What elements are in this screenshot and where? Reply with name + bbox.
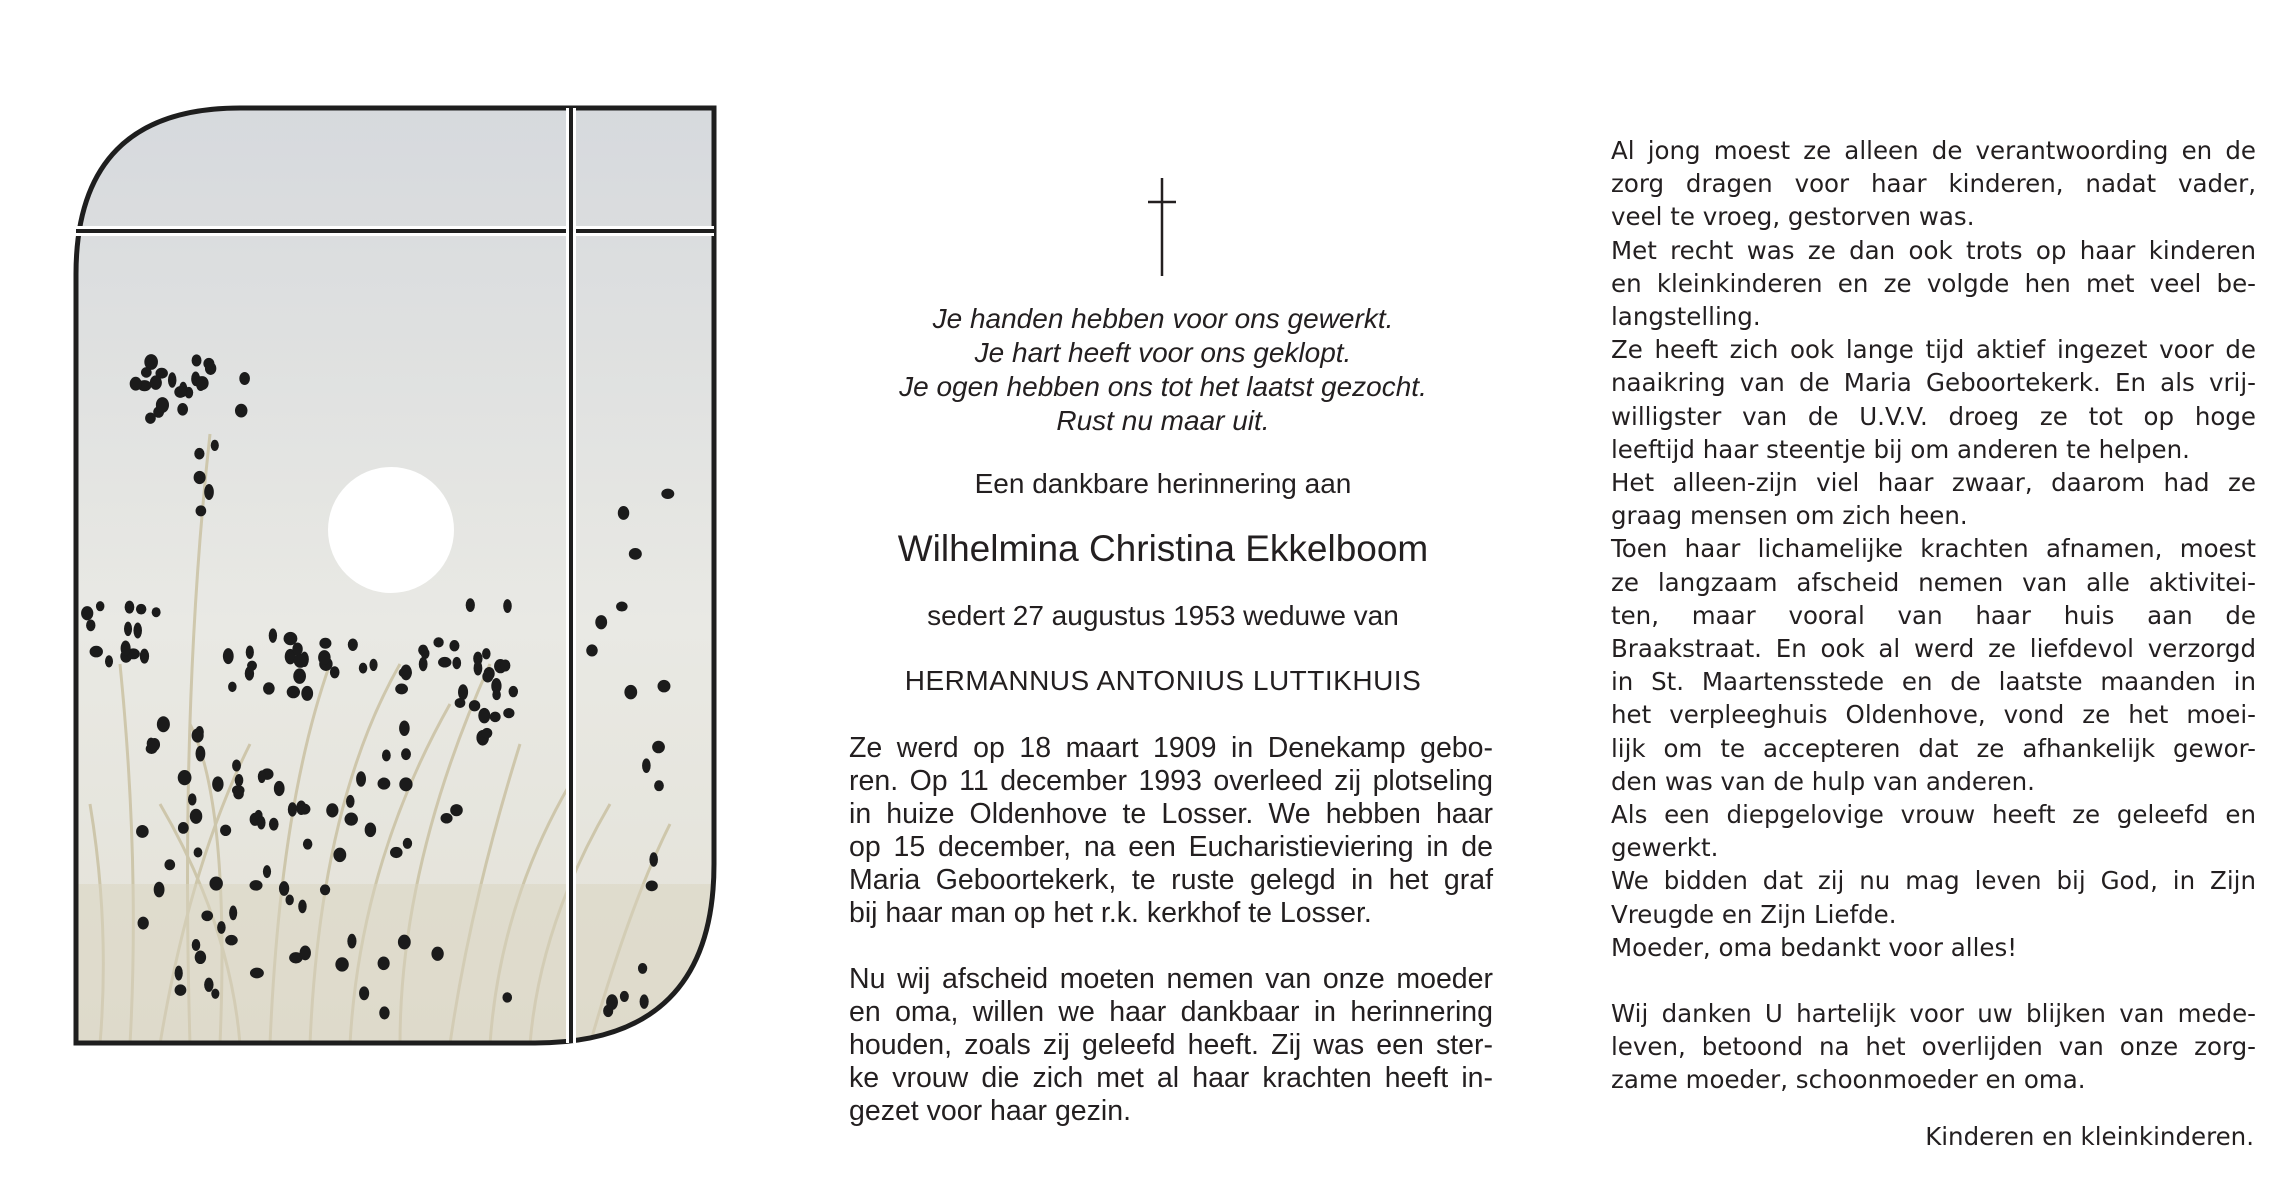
sun [328,467,454,593]
flower-dot [232,785,245,795]
flower-dot [150,375,162,389]
paragraph [1611,864,2256,930]
text-line: leven, betoond na het overlijden van onze zorg- [1611,1032,2256,1062]
flower-dot [205,362,216,375]
text-line: Toen haar lichamelijke krachten afnamen, moest [1611,534,2256,564]
paragraph [1611,466,2256,532]
flower-dot [403,838,412,849]
paragraph [1611,798,2256,864]
flower-dot [490,712,501,723]
flower-dot [178,822,189,834]
text-line: het verpleeghuis Oldenhove, vond ze het moei- [1611,700,2256,730]
text-line: Vreugde en Zijn Liefde. [1611,899,1897,929]
text-line: langstelling. [1611,302,1761,332]
flower-dot [441,813,453,824]
paragraph [1611,532,2256,798]
flower-dot [433,637,443,647]
poem [840,302,1486,438]
flower-dot [503,708,514,718]
flower-dot [500,660,510,672]
flower-dot [320,884,330,895]
flower-dot [269,628,277,642]
flower-dot [356,771,366,787]
flower-dot [195,951,206,965]
text-line: graag mensen om zich heen. [1611,501,1968,531]
flower-dot [450,804,463,816]
flower-dot [194,847,203,857]
flower-dot [298,804,310,815]
flower-dot [149,738,160,751]
flower-dot [318,650,331,665]
flower-dot [458,684,468,700]
text-line: zorg dragen voor haar kinderen, nadat vader, [1611,169,2256,199]
flower-dot [399,777,412,791]
flower-dot [359,986,369,1000]
flower-dot [640,994,649,1009]
memorial-illustration [70,104,720,1049]
flower-dot [401,748,411,760]
text-line: Wij danken U hartelijk voor uw blijken van mede- [1611,999,2256,1029]
flower-dot [279,881,289,896]
flower-dot [225,935,238,946]
text-line: Al jong moest ze alleen de verantwoording en de [1611,136,2256,165]
flower-dot [482,671,493,683]
flower-dot [455,698,466,708]
flower-dot [294,653,307,667]
flower-dot [212,776,223,791]
flower-dot [157,716,170,732]
text-line: in huize Oldenhove te Losser. We hebben haar [849,798,1493,830]
flower-dot [303,839,312,850]
poem-line: Je hart heeft voor ons geklopt. [974,337,1352,368]
flower-dot [192,939,201,951]
flower-dot [196,746,206,762]
text-line: bij haar man op het r.k. kerkhof te Losser. [849,897,1372,929]
flower-dot [211,440,219,451]
text-line: ten, maar vooral van haar huis aan de [1611,600,2256,630]
flower-dot [136,604,146,615]
flower-dot [121,641,131,657]
flower-dot [642,758,651,773]
flower-dot [478,708,490,724]
flower-dot [378,778,391,790]
flower-dot [365,823,376,838]
flower-dot [220,825,231,836]
flower-dot [164,859,175,870]
flower-dot [288,802,297,816]
flower-dot [292,643,302,656]
flower-dot [492,689,501,700]
paragraph [849,732,1493,930]
flower-dot [250,880,263,891]
flower-dot [175,966,183,981]
flower-dot [263,682,275,694]
flower-dot [298,900,306,914]
flower-dot [419,657,428,671]
flower-dot [301,686,313,701]
flower-dot [395,684,408,695]
flower-dot [228,682,236,692]
text-line: ke vrouw die zich met al haar krachten heeft in- [849,1062,1493,1094]
flower-dot [285,895,293,906]
flower-dot [348,638,358,651]
flower-dot [196,376,209,390]
flower-dot [502,992,512,1002]
flower-dot [196,505,207,516]
flower-dot [188,793,197,805]
flower-dot [232,760,241,772]
deceased-name: Wilhelmina Christina Ekkelboom [897,528,1429,569]
intro-text: Een dankbare herinnering aan [974,468,1352,499]
flower-dot [638,963,647,974]
signature: Kinderen en kleinkinderen. [1925,1122,2254,1151]
flower-dot [509,686,518,697]
husband-name: HERMANNUS ANTONIUS LUTTIKHUIS [904,665,1422,696]
flower-dot [431,947,443,961]
flower-dot [333,848,346,863]
text-line: Braakstraat. En ook al werd ze liefdevol verzorgd [1611,634,2256,664]
paragraph [849,963,1493,1128]
text-line: houden, zoals zij geleefd heeft. Zij was een ster- [849,1029,1493,1061]
text-line: gezet voor haar gezin. [849,1095,1132,1127]
text-line: leeftijd haar steentje bij om anderen te helpen. [1611,434,2190,464]
flower-dot [620,991,629,1002]
flower-dot [398,935,411,950]
text-line: Nu wij afscheid moeten nemen van onze moeder [849,963,1493,995]
flower-dot [141,367,152,378]
text-line: op 15 december, na een Eucharistieviering in de [849,831,1493,863]
flower-dot [469,700,480,711]
text-line: Ze heeft zich ook lange tijd aktief ingezet voor de [1611,335,2256,365]
flower-dot [152,607,161,617]
flower-dot [138,917,149,930]
flower-dot [136,825,149,838]
flower-dot [229,906,237,921]
poem-line: Je handen hebben voor ons gewerkt. [932,303,1394,334]
paragraph [1611,134,2256,234]
flower-dot [300,945,311,960]
flower-dot [204,484,214,500]
flower-dot [595,615,607,629]
flower-dot [344,813,357,826]
flower-dot [245,666,254,680]
flower-dot [287,686,300,698]
flower-dot [606,994,618,1010]
text-line: den was van de hulp van anderen. [1611,766,2035,796]
flower-dot [616,602,628,612]
text-line: Ze werd op 18 maart 1909 in Denekamp gebo- [849,732,1493,764]
flower-dot [235,774,244,786]
flower-dot [326,803,338,817]
text-line: Maria Geboortekerk, te ruste gelegd in het graf [849,864,1493,896]
flower-dot [86,619,95,631]
widow-since: sedert 27 augustus 1953 weduwe van [927,600,1399,631]
flower-dot [399,721,410,736]
poem-line: Rust nu maar uit. [1056,405,1270,436]
flower-dot [586,644,597,656]
flower-dot [204,978,213,992]
flower-dot [192,354,202,366]
flower-dot [335,957,348,971]
flower-dot [90,646,103,658]
flower-dot [330,666,340,678]
flower-dot [217,921,226,934]
flower-dot [125,601,135,614]
flower-dot [177,403,188,416]
flower-dot [211,989,219,999]
text-line: willigster van de U.V.V. droeg ze tot op hoge [1611,401,2256,431]
paragraph [1611,333,2256,466]
flower-dot [194,448,204,460]
flower-dot [661,489,674,499]
text-line: Het alleen-zijn viel haar zwaar, daarom had ze [1611,468,2256,498]
text-line: zame moeder, schoonmoeder en oma. [1611,1065,2086,1095]
flower-dot [319,638,331,649]
flower-dot [96,601,104,611]
flower-dot [379,1006,389,1019]
flower-dot [269,818,279,831]
flower-dot [438,657,451,668]
flower-dot [246,645,254,659]
text-line: gewerkt. [1611,833,1719,863]
flower-dot [192,728,204,742]
text-line: We bidden dat zij nu mag leven bij God, in Zijn [1611,866,2256,896]
flower-dot [624,685,637,700]
flower-dot [190,809,202,824]
flower-dot [178,770,192,785]
paragraph [1611,234,2256,334]
flower-dot [654,780,664,791]
flower-dot [81,606,93,620]
right-column [1611,134,2256,1097]
text-line: Moeder, oma bedankt voor alles! [1611,932,2018,962]
flower-dot [154,882,165,898]
flower-dot [646,880,658,891]
text-line: lijk om te accepteren dat ze afhankelijk gewor- [1611,733,2256,763]
flower-dot [133,622,142,638]
cross-icon [1145,178,1179,276]
flower-dot [482,728,493,739]
flower-dot [652,741,665,754]
flower-dot [168,372,176,388]
text-line: ren. Op 11 december 1993 overleed zij plotseling [849,765,1493,797]
text-line: ze langzaam afscheid nemen van alle aktivitei- [1611,567,2256,597]
flower-dot [156,397,169,413]
meadow-scene [70,104,720,1049]
text-line: Met recht was ze dan ook trots op haar kinderen [1611,235,2256,265]
paragraph [1611,931,2256,964]
text-line: naaikring van de Maria Geboortekerk. En als vrij- [1611,368,2256,398]
flower-dot [274,781,285,796]
flower-dot [482,648,491,659]
flower-dot [105,655,113,667]
flower-dot [194,471,206,484]
paragraph [1611,997,2256,1097]
text-line: Als een diepgelovige vrouw heeft ze geleefd en [1611,800,2256,830]
flower-dot [378,957,390,971]
flower-dot [235,404,247,418]
text-line: en oma, willen we haar dankbaar in herinnering [849,996,1493,1028]
flower-dot [658,680,671,693]
flower-dot [258,770,266,783]
flower-dot [209,876,222,890]
flower-dot [390,847,403,858]
flower-dot [452,657,461,669]
text-line: veel te vroeg, gestorven was. [1611,202,1975,232]
flower-dot [175,984,187,995]
flower-dot [421,648,430,659]
flower-dot [629,548,642,560]
flower-dot [346,795,355,808]
flower-dot [382,749,391,761]
flower-dot [400,665,412,681]
flower-dot [201,910,213,921]
flower-dot [359,663,368,674]
flower-dot [257,816,266,830]
flower-dot [466,598,475,612]
text-line: en kleinkinderen en ze volgde hen met veel be- [1611,268,2256,298]
flower-dot [250,968,264,979]
text-line: in St. Maartensstede en de laatste maanden in [1611,667,2256,697]
flower-dot [124,622,132,637]
flower-dot [503,599,512,613]
poem-line: Je ogen hebben ons tot het laatst gezocht. [899,371,1427,402]
flower-dot [649,852,658,866]
flower-dot [618,506,629,520]
flower-dot [223,648,234,664]
flower-dot [369,659,377,671]
flower-dot [263,865,271,878]
flower-dot [239,372,250,385]
flower-dot [130,377,142,391]
flower-dot [347,934,356,949]
flower-dot [140,649,149,664]
flower-dot [293,668,306,683]
flower-dot [174,386,186,398]
flower-dot [474,661,483,676]
flower-dot [449,640,459,651]
